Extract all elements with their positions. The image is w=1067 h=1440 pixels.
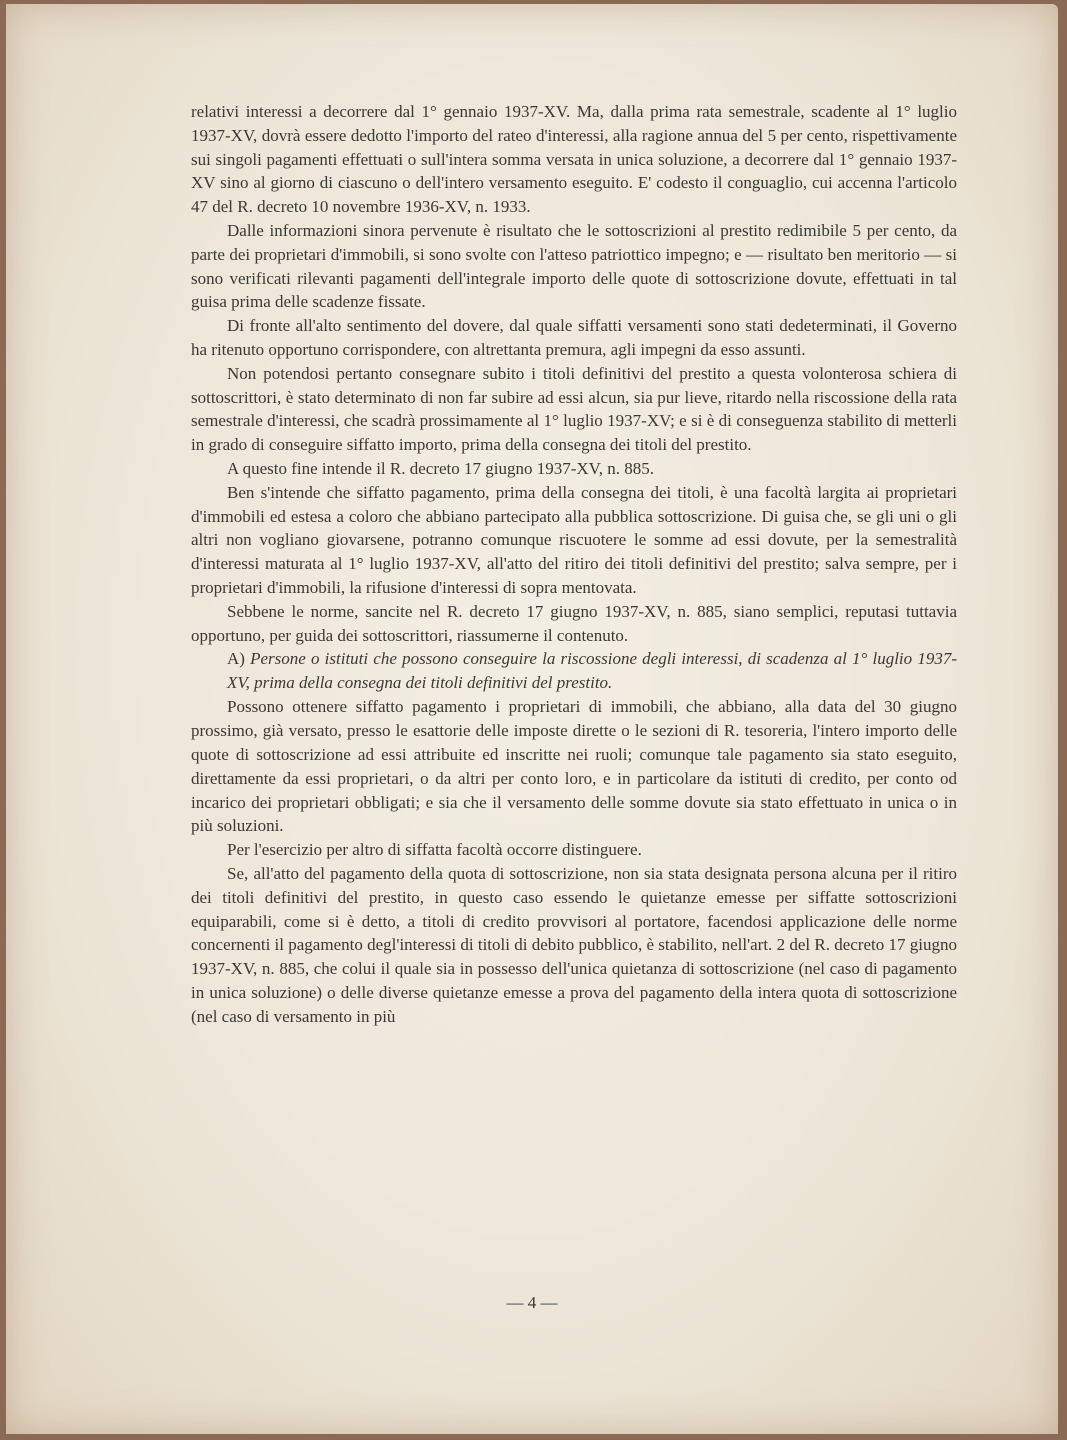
paragraph: Non potendosi pertanto consegnare subito i titoli definitivi del prestito a questa volonterosa schiera di sottoscrittori, è stato determinato di non far subire ad essi alcun, sia pur lieve, ritardo nella riscossione della rata semestrale d'interessi, che scadrà prossimamente al 1° luglio 1937-XV; e si è di conseguenza stabilito di metterli in grado di conseguire siffatto importo, prima della consegna dei titoli del prestito. (191, 363, 957, 455)
paragraph: Di fronte all'alto sentimento del dovere, dal quale siffatti versamenti sono stati dedeterminati, il Governo ha ritenuto opportuno corrispondere, con altrettanta premura, agli impegni da esso assunti. (191, 316, 957, 359)
paragraph: Ben s'intende che siffatto pagamento, prima della consegna dei titoli, è una facoltà largita ai proprietari d'immobili ed estesa a coloro che abbiano partecipato alla pubblica sottoscrizione. Di guisa che, se gli uni o gli altri non vogliano giovarsene, potranno comunque riscuotere le somme ad essi dovute, per la semestralità d'interessi maturata al 1° luglio 1937-XV, all'atto del ritiro dei titoli definitivi del prestito; salva sempre, per i proprietari d'immobili, la rifusione d'interessi di sopra mentovata. (191, 482, 957, 597)
page-number: — 4 — (506, 1293, 558, 1312)
paragraph: Per l'esercizio per altro di siffatta facoltà occorre distinguere. (227, 840, 642, 860)
paragraph: Dalle informazioni sinora pervenute è risultato che le sottoscrizioni al prestito redimibile 5 per cento, da parte dei proprietari d'immobili, si sono svolte con l'atteso patriottico impegno; e — risultato ben meritorio — si sono verificati rilevanti pagamenti dell'integrale importo delle quote di sottoscrizione dovute, effettuati in tal guisa prima delle scadenze fissate. (191, 220, 957, 312)
document-page (6, 4, 1058, 1434)
paragraph: A questo fine intende il R. decreto 17 giugno 1937-XV, n. 885. (227, 458, 654, 478)
section-heading (191, 647, 957, 695)
paragraph: Possono ottenere siffatto pagamento i proprietari di immobili, che abbiano, alla data del 30 giugno prossimo, già versato, presso le esattorie delle imposte dirette o le sezioni di R. tesoreria, l'intero importo delle quote di sottoscrizione ad essi attribuite ed inscritte nei ruoli; comunque tale pagamento sia stato eseguito, direttamente da essi proprietari, o da altri per conto loro, e in particolare da istituti di credito, per conto od incarico dei proprietari obbligati; e sia che il versamento delle somme dovute sia stato effettuato in unica o in più soluzioni. (191, 697, 957, 836)
paragraph: Se, all'atto del pagamento della quota di sottoscrizione, non sia stata designata persona alcuna per il ritiro dei titoli definitivi del prestito, in questo caso essendo le quietanze emesse per siffatte sottoscrizioni equiparabili, come si è detto, a titoli di credito provvisori al portatore, facendosi applicazione delle norme concernenti il pagamento degl'interessi di titoli di debito pubblico, è stabilito, nell'art. 2 del R. decreto 17 giugno 1937-XV, n. 885, che colui il quale sia in possesso dell'unica quietanza di sottoscrizione (nel caso di pagamento in unica soluzione) o delle diverse quietanze emesse a prova del pagamento della intera quota di sottoscrizione (nel caso di versamento in più (191, 863, 957, 1026)
section-letter: A) (227, 649, 245, 669)
section-title: Persone o istituti che possono conseguire la riscossione degli interessi, di scadenza al 1° luglio 1937-XV, prima della consegna dei titoli definitivi del prestito. (227, 649, 957, 693)
body-text (191, 100, 957, 1028)
paragraph: relativi interessi a decorrere dal 1° gennaio 1937-XV. Ma, dalla prima rata semestrale, scadente al 1° luglio 1937-XV, dovrà essere dedotto l'importo del rateo d'interessi, alla ragione annua del 5 per cento, rispettivamente sui singoli pagamenti effettuati o sull'intera somma versata in unica soluzione, a decorrere dal 1° gennaio 1937-XV sino al giorno di ciascuno o dell'intero versamento eseguito. E' codesto il conguaglio, cui accenna l'articolo 47 del R. decreto 10 novembre 1936-XV, n. 1933. (191, 102, 957, 217)
paragraph: Sebbene le norme, sancite nel R. decreto 17 giugno 1937-XV, n. 885, siano semplici, reputasi tuttavia opportuno, per guida dei sottoscrittori, riassumerne il contenuto. (191, 601, 957, 645)
